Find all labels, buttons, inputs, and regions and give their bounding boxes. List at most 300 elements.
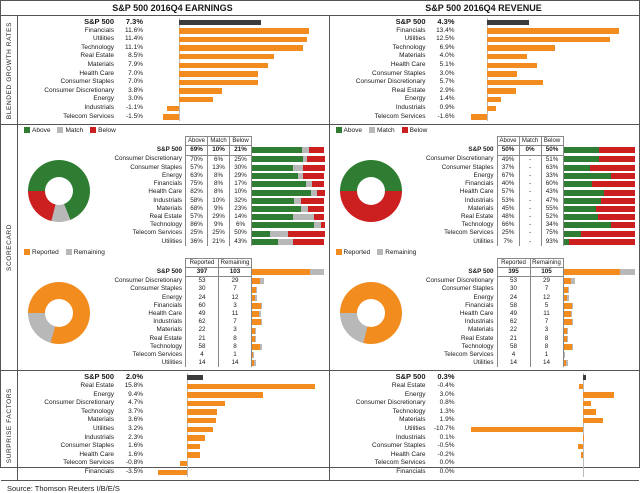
table-row [411, 188, 636, 196]
bar-value: 11.4% [117, 35, 146, 44]
row-label: Technology [411, 221, 498, 229]
stacked-bar-track [252, 326, 325, 334]
bar-value: 1.9% [429, 416, 458, 425]
bar-label: S&P 500 [334, 373, 429, 382]
cell-remaining: 3 [219, 326, 252, 334]
bar [180, 461, 186, 466]
stack-segment-reported [564, 319, 573, 325]
stack-segment-remaining [259, 311, 261, 317]
bar-label: Health Care [334, 61, 429, 70]
bar-track [458, 442, 636, 451]
table-row [411, 294, 636, 302]
stack-segment-above [564, 206, 596, 212]
bar-value: -1.6% [429, 113, 458, 122]
stack-segment-below [596, 206, 635, 212]
table-row [411, 229, 636, 237]
stacked-bar-track [252, 285, 325, 293]
bar-row [334, 35, 636, 44]
cell-below: 51% [541, 155, 563, 164]
cell-remaining: 105 [530, 267, 563, 276]
row-label: Consumer Discretionary [411, 155, 498, 164]
bar-row [22, 18, 325, 27]
table-row [411, 205, 636, 213]
bar-row [22, 434, 325, 443]
row-label: Financials [99, 180, 186, 188]
bar-value: 1.6% [117, 442, 146, 451]
bar-track [458, 468, 636, 477]
table-row [99, 351, 325, 359]
row-label: Energy [411, 294, 498, 302]
stacked-bar-track [252, 238, 325, 246]
legend-below: Below [402, 127, 428, 134]
column-header: Above [497, 137, 519, 146]
stacked-bar-track [252, 343, 325, 351]
bar-row [334, 95, 636, 104]
stacked-bar-track [252, 302, 325, 310]
bar [471, 114, 487, 119]
stack-segment-above [252, 222, 314, 228]
bar [179, 20, 260, 25]
bar-value: 13.4% [429, 27, 458, 36]
bar [179, 80, 257, 85]
bar [179, 71, 257, 76]
bar [487, 37, 610, 42]
bar-label: Financials [22, 27, 117, 36]
bar-track [458, 113, 636, 122]
bar-row [334, 425, 636, 434]
bar-label: Consumer Discretionary [22, 399, 117, 408]
bar-label: Health Care [334, 451, 429, 460]
bar [187, 409, 217, 414]
bar-row [334, 18, 636, 27]
bar-label: S&P 500 [22, 373, 117, 382]
bar-row [334, 468, 636, 477]
rail-label-growth: BLENDED GROWTH RATES [6, 22, 13, 119]
bar-row [22, 35, 325, 44]
bar-label: Materials [22, 61, 117, 70]
bar [487, 71, 517, 76]
cell-match: - [519, 229, 541, 237]
stacked-bar-track [563, 155, 635, 164]
stack-segment-reported [252, 319, 261, 325]
bar-track [146, 95, 325, 104]
cell-remaining: 7 [219, 285, 252, 293]
table-row [99, 213, 325, 221]
zero-axis [583, 382, 584, 391]
stacked-bar-track [563, 277, 635, 286]
cell-remaining: 8 [530, 343, 563, 351]
bar-label: S&P 500 [334, 18, 429, 27]
cell-below: 75% [541, 229, 563, 237]
stack-segment-above [252, 214, 293, 220]
bar-row [334, 78, 636, 87]
bar-label: Technology [22, 44, 117, 53]
bar-row [334, 87, 636, 96]
bar-value: 3.8% [117, 87, 146, 96]
cell-above: 57% [186, 213, 208, 221]
donut-earnings-surprise [22, 136, 96, 246]
zero-axis [583, 425, 584, 434]
cell-remaining: 12 [219, 294, 252, 302]
bar-label: Technology [334, 408, 429, 417]
bar-value: 2.0% [117, 373, 146, 382]
bar-value: 11.1% [117, 44, 146, 53]
cell-remaining: 5 [530, 302, 563, 310]
bar-label: Consumer Discretionary [334, 399, 429, 408]
cell-below: 32% [230, 197, 252, 205]
stack-segment-above [564, 181, 593, 187]
bar-row [22, 451, 325, 460]
bar-label: Utilities [334, 35, 429, 44]
cell-above: 67% [497, 172, 519, 180]
table-row [99, 359, 325, 367]
stack-segment-reported [564, 278, 572, 284]
bar-value: 0.9% [429, 104, 458, 113]
bar-track [458, 70, 636, 79]
stack-segment-above [252, 190, 311, 196]
cell-above: 50% [497, 146, 519, 155]
stack-segment-below [321, 222, 325, 228]
stack-segment-above [252, 239, 278, 245]
table-row [411, 267, 636, 276]
stack-segment-remaining [310, 269, 325, 275]
zero-axis [187, 459, 188, 468]
row-label: Utilities [99, 238, 186, 246]
row-label: Financials [411, 180, 498, 188]
table-row [99, 326, 325, 334]
table-row [99, 343, 325, 351]
bar-track [458, 61, 636, 70]
zero-axis [583, 459, 584, 468]
stack-segment-below [601, 198, 635, 204]
bar [487, 80, 543, 85]
stack-segment-match [278, 239, 293, 245]
row-label: Utilities [99, 359, 186, 367]
zero-axis [583, 451, 584, 460]
cell-above: 37% [497, 164, 519, 172]
bar-row [334, 408, 636, 417]
column-header: Reported [497, 258, 530, 267]
bar-value: 3.0% [429, 391, 458, 400]
table-row [411, 146, 636, 155]
cell-remaining: 3 [219, 302, 252, 310]
chart-column-header [252, 258, 325, 267]
row-label: S&P 500 [99, 146, 186, 155]
bar-track [146, 391, 325, 400]
bar-label: Financials [334, 27, 429, 36]
cell-reported: 24 [186, 294, 219, 302]
cell-match: - [519, 205, 541, 213]
bar-label: Utilities [22, 425, 117, 434]
stack-segment-below [598, 214, 635, 220]
bar-track [146, 416, 325, 425]
stack-segment-remaining [620, 269, 635, 275]
stacked-bar-track [252, 146, 325, 155]
bar [581, 452, 583, 457]
bar-label: Industrials [22, 434, 117, 443]
bar-value: 7.0% [117, 78, 146, 87]
table-row [99, 267, 325, 276]
bar [179, 88, 221, 93]
cell-match: 8% [208, 188, 230, 196]
bar-track [458, 78, 636, 87]
row-label: Telecom Services [411, 229, 498, 237]
bar [179, 45, 303, 50]
bar-label: Financials [334, 468, 429, 477]
bar-label: Real Estate [22, 382, 117, 391]
column-header: Below [541, 137, 563, 146]
row-label: Consumer Staples [411, 164, 498, 172]
stacked-bar-track [252, 172, 325, 180]
table-row [411, 221, 636, 229]
cell-below: 10% [230, 188, 252, 196]
stack-segment-above [252, 206, 301, 212]
bar-value: 15.8% [117, 382, 146, 391]
rail-label-surprise: SURPRISE FACTORS [6, 388, 13, 463]
stack-segment-above [564, 190, 605, 196]
bar-label: Health Care [22, 451, 117, 460]
source-note: Source: Thomson Reuters I/B/E/S [1, 480, 639, 493]
cell-above: 36% [186, 238, 208, 246]
growth-revenue-chart [329, 16, 640, 124]
bar-label: Materials [334, 52, 429, 61]
cell-reported: 14 [186, 359, 219, 367]
table-row [411, 285, 636, 293]
row-label: Consumer Staples [411, 285, 498, 293]
donut-revenue-reported [334, 258, 408, 368]
stack-segment-below [590, 165, 635, 171]
bar-row [22, 408, 325, 417]
table-row [99, 188, 325, 196]
cell-below: 43% [230, 238, 252, 246]
cell-reported: 30 [186, 285, 219, 293]
cell-remaining: 8 [219, 343, 252, 351]
cell-match: 13% [208, 164, 230, 172]
zero-axis [179, 104, 180, 113]
bar-value: 0.1% [429, 434, 458, 443]
cell-reported: 22 [186, 326, 219, 334]
bar-track [458, 104, 636, 113]
bar-value: 3.6% [117, 416, 146, 425]
table-row [99, 285, 325, 293]
bar-value: 3.7% [117, 408, 146, 417]
bar-track [146, 442, 325, 451]
stack-segment-remaining [255, 336, 256, 342]
table-row [411, 302, 636, 310]
zero-axis [583, 468, 584, 477]
bar-track [146, 408, 325, 417]
bar-label: Real Estate [22, 52, 117, 61]
bar-track [146, 27, 325, 36]
stack-segment-below [288, 231, 324, 237]
row-label: Telecom Services [99, 351, 186, 359]
bar-label: Industrials [334, 434, 429, 443]
stack-segment-remaining [255, 295, 257, 301]
stack-segment-remaining [260, 278, 264, 284]
stacked-bar-track [563, 164, 635, 172]
bar-value: 1.3% [429, 408, 458, 417]
cell-below: 6% [230, 221, 252, 229]
bar-value: 11.6% [117, 27, 146, 36]
cell-reported: 4 [497, 351, 530, 359]
bar-row [334, 373, 636, 382]
stack-segment-reported [252, 311, 259, 317]
growth-earnings-chart [18, 16, 329, 124]
stacked-bar-track [563, 326, 635, 334]
bar-track [458, 451, 636, 460]
cell-match: - [519, 155, 541, 164]
table-row [411, 213, 636, 221]
cell-reported: 53 [497, 277, 530, 286]
bar [187, 444, 200, 449]
bar [487, 63, 537, 68]
cell-below: 29% [230, 172, 252, 180]
bar-row [22, 442, 325, 451]
table-row [411, 238, 636, 246]
row-label: Real Estate [411, 335, 498, 343]
bar-label: Materials [22, 416, 117, 425]
bar-label: Materials [334, 416, 429, 425]
row-label: Consumer Discretionary [99, 155, 186, 164]
table-row [411, 318, 636, 326]
cell-above: 82% [186, 188, 208, 196]
cell-reported: 14 [497, 359, 530, 367]
zero-axis [179, 113, 180, 122]
table-row [99, 172, 325, 180]
corner-cell [411, 137, 498, 146]
bar-row [22, 399, 325, 408]
cell-reported: 58 [497, 343, 530, 351]
bar-row [334, 382, 636, 391]
column-header: Match [208, 137, 230, 146]
bar-row [22, 61, 325, 70]
stack-segment-below [309, 147, 324, 153]
legend-remaining: Remaining [377, 249, 416, 256]
row-label: Materials [99, 326, 186, 334]
stack-segment-remaining [572, 319, 573, 325]
bar-label: Energy [334, 95, 429, 104]
bar-track [146, 434, 325, 443]
cell-remaining: 8 [219, 335, 252, 343]
bar [163, 114, 180, 119]
stack-segment-below [604, 190, 635, 196]
cell-remaining: 1 [530, 351, 563, 359]
stacked-bar-track [563, 188, 635, 196]
bar-label: Energy [334, 391, 429, 400]
stack-segment-above [564, 198, 602, 204]
bar-value: 2.3% [117, 434, 146, 443]
bar [179, 37, 306, 42]
bar-label: Consumer Staples [334, 70, 429, 79]
row-label: Materials [411, 326, 498, 334]
cell-reported: 22 [497, 326, 530, 334]
row-label: Consumer Staples [99, 164, 186, 172]
bar-row [22, 416, 325, 425]
table-row [99, 335, 325, 343]
bar-row [22, 104, 325, 113]
cell-match: 6% [208, 155, 230, 164]
cell-above: 45% [497, 205, 519, 213]
row-label: Health Care [411, 188, 498, 196]
bar [487, 20, 529, 25]
legend-below: Below [90, 127, 116, 134]
stacked-bar-track [252, 229, 325, 237]
cell-reported: 24 [497, 294, 530, 302]
stack-segment-remaining [572, 303, 573, 309]
bar-row [334, 399, 636, 408]
stack-segment-match [302, 147, 309, 153]
bar [471, 427, 583, 432]
cell-above: 66% [497, 221, 519, 229]
row-label: Technology [99, 221, 186, 229]
bar-label: Real Estate [334, 87, 429, 96]
cell-match: 8% [208, 172, 230, 180]
column-header: Below [230, 137, 252, 146]
bar-label: Industrials [22, 104, 117, 113]
row-label: Consumer Discretionary [99, 277, 186, 286]
bar-row [22, 382, 325, 391]
bar [187, 452, 200, 457]
stacked-bar-track [563, 267, 635, 276]
bar-value: 3.2% [117, 425, 146, 434]
bar [583, 392, 614, 397]
bar-track [458, 44, 636, 53]
table-row [411, 351, 636, 359]
row-label: Technology [411, 343, 498, 351]
row-label: Real Estate [99, 335, 186, 343]
bar [583, 375, 586, 380]
bar-value: 5.7% [429, 78, 458, 87]
rail-surprise [1, 371, 18, 479]
stacked-bar-track [563, 197, 635, 205]
stack-segment-reported [252, 278, 260, 284]
bar-label: Utilities [334, 425, 429, 434]
stacked-bar-track [563, 213, 635, 221]
row-label: Health Care [411, 310, 498, 318]
bar-label: Telecom Services [22, 113, 117, 122]
bar-label: Financials [22, 468, 117, 477]
stack-segment-above [564, 173, 612, 179]
stack-segment-reported [252, 344, 260, 350]
bar-track [146, 78, 325, 87]
cell-below: 14% [230, 213, 252, 221]
stack-segment-reported [564, 269, 620, 275]
stacked-bar-track [563, 335, 635, 343]
bar-track [458, 18, 636, 27]
bar-track [458, 425, 636, 434]
bar-row [22, 78, 325, 87]
cell-below: 60% [541, 180, 563, 188]
bar-track [146, 87, 325, 96]
earnings-panel-title: S&P 500 2016Q4 EARNINGS [17, 3, 328, 13]
stacked-bar-track [563, 359, 635, 367]
bar-row [22, 44, 325, 53]
bar-track [458, 416, 636, 425]
corner-cell [99, 137, 186, 146]
stack-segment-remaining [571, 278, 575, 284]
bar-row [334, 434, 636, 443]
revenue-panel-title: S&P 500 2016Q4 REVENUE [328, 3, 639, 13]
dashboard-header [1, 1, 639, 15]
stack-segment-below [303, 173, 324, 179]
bar-value: 7.9% [117, 61, 146, 70]
stacked-bar-track [563, 180, 635, 188]
bar-row [22, 373, 325, 382]
bar-track [458, 408, 636, 417]
bar-value: 8.5% [117, 52, 146, 61]
row-label: Financials [99, 302, 186, 310]
stacked-bar-track [252, 180, 325, 188]
